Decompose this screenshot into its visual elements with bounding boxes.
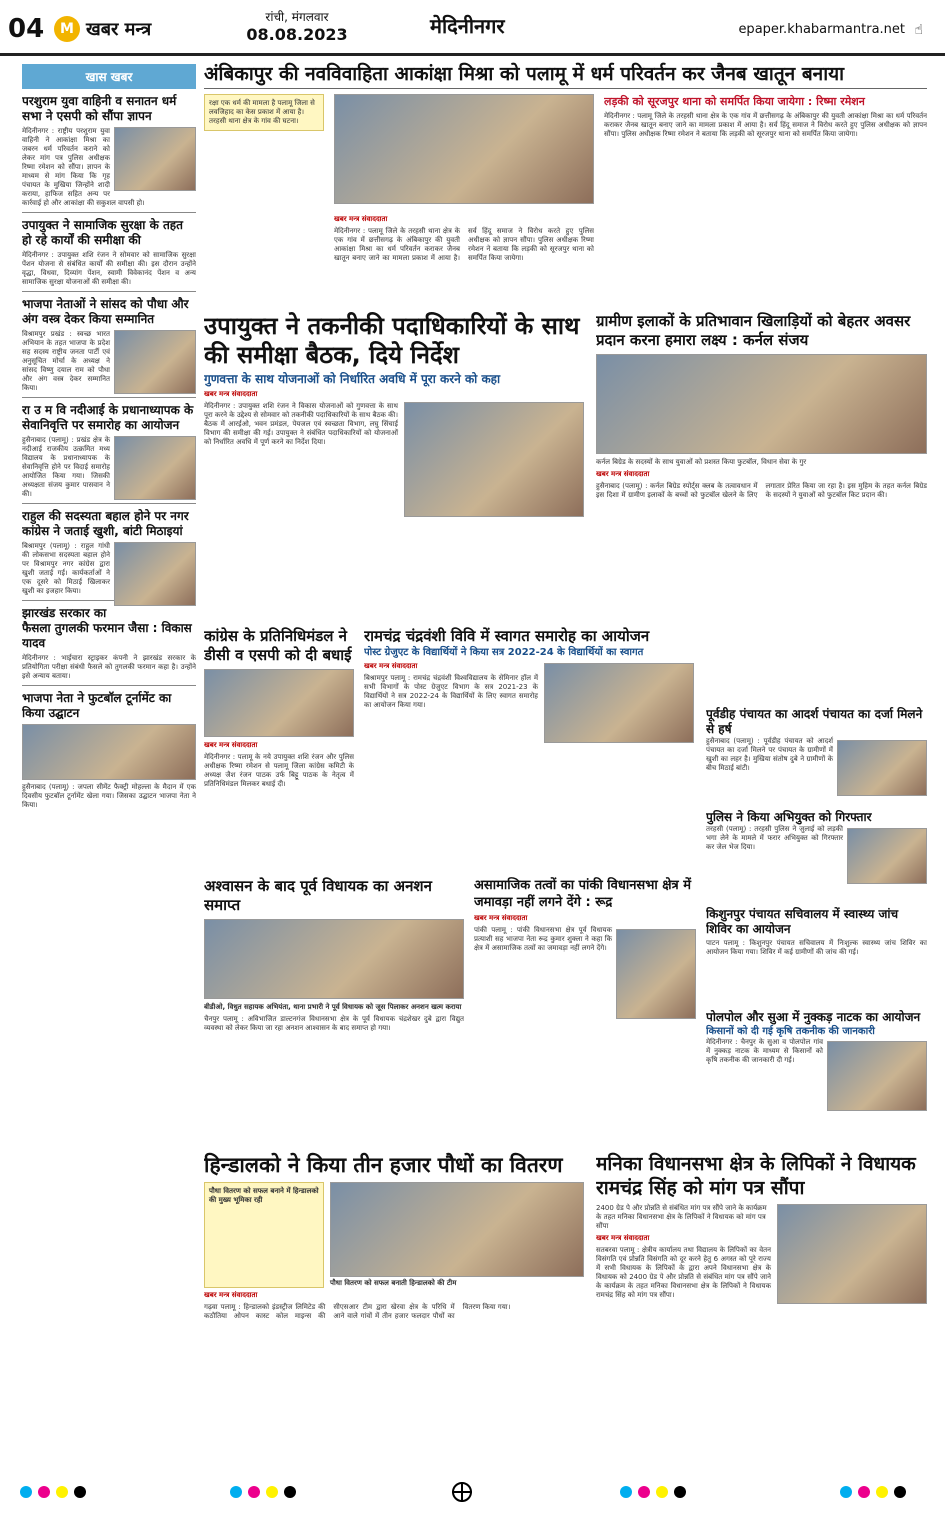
rudra-story — [474, 877, 696, 1142]
hindalco-story — [204, 1152, 584, 1462]
divider — [22, 685, 196, 686]
byline: खबर मन्त्र संवाददाता — [364, 662, 418, 670]
story-photo-wrap — [330, 1182, 584, 1288]
black-dot — [674, 1486, 686, 1498]
epaper-link[interactable]: epaper.khabarmantra.net — [738, 22, 905, 37]
lead-body-left — [334, 212, 594, 287]
manika-story — [596, 1152, 927, 1462]
story-text: गढ़वा पलामू : हिन्डालको इंडस्ट्रीज लिमिटेड की कठौतिया ओपन कास्ट कोल माइन्स की सीएसआर टीम द्वारा खेरवा क्षेत्र के परिधि में आने वाले गांवों में तीन हजार फलदार पौधों का वितरण किया गया। — [204, 1303, 511, 1320]
yellow-dot — [876, 1486, 888, 1498]
story-text: हुसैनाबाद (पलामू) : जपला सीमेंट फैक्ट्री मोहल्ला के मैदान में एक दिवसीय फुटबॉल टूर्नामेंट खेला गया। जिसका उद्घाटन भाजपा नेता ने किया। — [22, 783, 196, 809]
story-photo — [827, 1041, 927, 1111]
story-text: मेदिनीनगर : पलामू के नये उपायुक्त शशि रंजन और पुलिस अधीक्षक रिष्मा रमेशन से पलामू जिला कांग्रेस कमिटी के अध्यक्ष जैश रंजन पाठक उर्फ बिट्टू पाठक के नेतृत्व में प्रतिनिधिमंडल मिलकर बधाई दी। — [204, 753, 354, 788]
byline: खबर मन्त्र संवाददाता — [204, 1291, 258, 1299]
divider — [22, 503, 196, 504]
color-dots-mid-left — [230, 1486, 296, 1498]
yellow-dot — [266, 1486, 278, 1498]
left-column — [22, 64, 196, 1464]
lead-subheadline: लड़की को सूरजपुर थाना को समर्पित किया जायेगा : रिष्मा रमेशन — [604, 95, 865, 108]
story-photo — [114, 330, 196, 394]
story-headline: उपायुक्त ने सामाजिक सुरक्षा के तहत हो रहे कार्यों की समीक्षा की — [22, 218, 184, 247]
story-photo — [114, 542, 196, 606]
color-dots-right — [840, 1486, 906, 1498]
story-photo — [837, 740, 927, 796]
divider — [22, 291, 196, 292]
edition-name: मेदिनीनगर — [430, 14, 505, 38]
story-headline: भाजपा नेता ने फुटबॉल टूर्नामेंट का किया उद्घाटन — [22, 691, 172, 720]
story-text: हुसैनाबाद (पलामू) : पूर्वडीह पंचायत को आदर्श पंचायत का दर्जा मिलने पर पंचायत के ग्रामीणों में खुशी का लहर है। मुखिया संतोष दुबे ने ग्रामीणों के बीच मिठाई बांटी। — [706, 737, 833, 772]
story-subheadline: पोस्ट ग्रेजुएट के विद्यार्थियों ने किया सत्र 2022-24 के विद्यार्थियों का स्वागत — [364, 647, 644, 658]
story-text: मेदिनीनगर : भाईचारा स्ट्राइकर कंपनी ने झारखंड सरकार के प्रतियोगिता परीक्षा संबंधी फैसले को तुगलकी फरमान कहा है। उन्होंने इसे अन्याय बताया। — [22, 654, 196, 680]
story-photo — [544, 663, 694, 743]
story-top — [204, 1182, 584, 1288]
story-text: हुसैनाबाद (पलामू) : प्रखंड क्षेत्र के नदीआई राजकीय उत्क्रमित मध्य विद्यालय के प्रधानाध्यापक के सेवानिवृत्ति होने पर विदाई समारोह आयोजित किया गया। जिसकी अध्यक्षता संजय कुमार पासवान ने की। — [22, 436, 110, 498]
page-number: 04 — [8, 14, 45, 44]
story-text: बिश्रामपुर पलामू : रामचंद्र चंद्रवंशी विश्वविद्यालय के सेमिनार हॉल में सभी विभागों के पोस्ट ग्रेजुएट विभाग के सत्र 2021-23 के विद्यार्थियों ने सत्र 2022-24 के विद्यार्थियों के लिए स्वागत समारोह का आयोजन किया गया। — [364, 674, 538, 709]
byline: खबर मन्त्र संवाददाता — [596, 470, 650, 478]
story-photo — [616, 929, 696, 1019]
story-headline: किशुनपुर पंचायत सचिवालय में स्वास्थ्य जांच शिविर का आयोजन — [706, 907, 899, 936]
photo-caption: 2400 ग्रेड पे और प्रोन्नति से संबंधित मांग पत्र सौंपे जाने के कार्यक्रम के तहत मनिका विधानसभा क्षेत्र के लिपिकों ने विधायक को मांग पत्र सौंपा — [596, 1204, 767, 1230]
story-text: मेदिनीनगर : उपायुक्त शशि रंजन ने विकास योजनाओं को गुणवत्ता के साथ पूरा करने के उद्देश्य से सोमवार को तकनीकी पदाधिकारियों के साथ बैठक की। बैठक में आरईओ, भवन प्रमंडल, पेयजल एवं स्वच्छता विभाग, लघु सिंचाई विभाग की समीक्षा की गई। उपायुक्त ने संबंधित पदाधिकारियों को योजनाओं को निर्धारित अवधि में पूर्ण करने का निर्देश दिया। — [204, 402, 398, 446]
cyan-dot — [840, 1486, 852, 1498]
story-headline: झारखंड सरकार का फैसला तुगलकी फरमान जैसा : विकास यादव — [22, 606, 192, 650]
cyan-dot — [20, 1486, 32, 1498]
lead-caption: रक्षा एक धर्म की मामला है पलामू जिला से लवजिहाद का केस प्रकाश में आया है। तरहसी थाना क्षेत्र के गांव की घटना। — [204, 94, 324, 131]
color-dots-left — [20, 1486, 86, 1498]
story-photo — [330, 1182, 584, 1277]
black-dot — [284, 1486, 296, 1498]
story-photo — [596, 354, 927, 454]
health-camp-story — [706, 907, 927, 1002]
story-headline: परशुराम युवा वाहिनी व सनातन धर्म सभा ने एसपी को सौंपा ज्ञापन — [22, 94, 177, 123]
story-subheadline: गुणवत्ता के साथ योजनाओं को निर्धारित अवधि में पूरा करने को कहा — [204, 372, 501, 386]
divider — [22, 212, 196, 213]
fast-story — [204, 877, 464, 1142]
story-photo — [114, 436, 196, 500]
story-headline: पुलिस ने किया अभियुक्त को गिरफ्तार — [706, 810, 872, 824]
story-photo — [777, 1204, 927, 1304]
story-text: मेदिनीनगर : चैनपुर के सुआ व पोलपोल गांव में नुक्कड़ नाटक के माध्यम से किसानों को कृषि तकनीक की जानकारी दी गई। — [706, 1038, 823, 1064]
lead-story — [204, 62, 927, 292]
story-headline: रा उ म वि नदीआई के प्रधानाध्यापक के सेवानिवृत्ति पर समारोह का आयोजन — [22, 403, 194, 432]
congress-story — [204, 627, 354, 857]
story-photo — [22, 724, 196, 780]
arrest-story — [706, 810, 927, 900]
story-headline: अश्वासन के बाद पूर्व विधायक का अनशन समाप्त — [204, 877, 432, 914]
story-text: बिश्रामपुर (पलामू) : राहुल गांधी की लोकसभा सदस्यता बहाल होने पर विश्रामपुर नगर कांग्रेस द्वारा खुशी जताई गई। कार्यकर्ताओं ने एक दूसरे को मिठाई खिलाकर खुशी का इजहार किया। — [22, 542, 110, 595]
magenta-dot — [858, 1486, 870, 1498]
story-caption: पौधा वितरण को सफल बनाने में हिन्डालको की मुख्य भूमिका रही — [204, 1182, 324, 1288]
lead-photo — [334, 94, 594, 204]
section-header: खास खबर — [22, 64, 196, 89]
story-subheadline: किसानों को दी गई कृषि तकनीक की जानकारी — [706, 1026, 875, 1037]
main-area — [204, 62, 927, 1467]
byline: खबर मन्त्र संवाददाता — [474, 914, 528, 922]
byline: खबर मन्त्र संवाददाता — [204, 390, 258, 398]
story-photo — [404, 402, 584, 517]
magenta-dot — [248, 1486, 260, 1498]
registration-mark-icon — [452, 1482, 472, 1502]
photo-caption: कर्नल बिग्रेड के सदस्यों के साथ युवाओं को प्रशस्त किया फुटबॉल, विधान सेवा के गुर — [596, 458, 807, 466]
story-headline: ग्रामीण इलाकों के प्रतिभावान खिलाड़ियों को बेहतर अवसर प्रदान करना हमारा लक्ष्य : कर्नल संजय — [596, 312, 911, 349]
lead-text-cont: मेदिनीनगर : पलामू जिले के तरहसी थाना क्षेत्र के एक गांव में छत्तीसगढ़ के अंबिकापुर की युवती आकांक्षा मिश्रा का धर्म परिवर्तन कराकर जैनब खातून बनाए जाने का मामला प्रकाश में आया है। सर्व हिंदू समाज ने विरोध करते हुए पुलिस अधीक्षक को ज्ञापन सौंपा। पुलिस अधीक्षक रिष्मा रमेशन ने बताया कि लड़की को सूरजपुर थाना को समर्पित किया जायेगा। — [334, 227, 594, 262]
lead-body — [604, 94, 927, 284]
brand-logo-icon: M — [54, 16, 80, 42]
university-story — [364, 627, 694, 867]
divider — [22, 397, 196, 398]
story-headline: उपायुक्त ने तकनीकी पदाधिकारियों के साथ की समीक्षा बैठक, दिये निर्देश — [204, 312, 580, 369]
story-photo — [847, 828, 927, 884]
panchayat-story — [706, 707, 927, 802]
byline: खबर मन्त्र संवाददाता — [204, 741, 258, 749]
byline: खबर मन्त्र संवाददाता — [334, 215, 388, 223]
dateline — [242, 8, 352, 44]
story-headline: भाजपा नेताओं ने सांसद को पौधा और अंग वस्त्र देकर किया सम्मानित — [22, 297, 189, 326]
cyan-dot — [230, 1486, 242, 1498]
story-text: हुसैनाबाद (पलामू) : कर्नल बिग्रेड स्पोर्ट्स क्लब के तत्वावधान में इस दिशा में ग्रामीण इलाकों के बच्चों को फुटबॉल खेलने के लिए लगातार प्रेरित किया जा रहा है। इस मुहिम के तहत कर्नल बिग्रेड के सदस्यों ने युवाओं को फुटबॉल किट प्रदान की। — [596, 482, 927, 499]
brand — [54, 16, 151, 42]
story-text: पांकी पलामू : पांकी विधानसभा क्षेत्र पूर्व विधायक प्रत्याशी सह भाजपा नेता रूद्र कुमार शुक्ला ने कहा कि क्षेत्र में असामाजिक तत्वों का जमावड़ा नहीं लगने देंगे। — [474, 926, 612, 952]
magenta-dot — [38, 1486, 50, 1498]
story-text: तरहसी (पलामू) : तरहसी पुलिस ने जुलाई को लड़की भगा लेने के मामले में फरार अभियुक्त को गिरफ्तार कर जेल भेज दिया। — [706, 825, 843, 851]
lead-sidebar — [204, 94, 324, 284]
story-headline: रामचंद्र चंद्रवंशी विवि में स्वागत समारोह का आयोजन — [364, 627, 650, 645]
story-photo — [204, 919, 464, 999]
color-dots-mid-right — [620, 1486, 686, 1498]
dc-review-story — [204, 312, 584, 617]
cyan-dot — [620, 1486, 632, 1498]
lead-text: मेदिनीनगर : पलामू जिले के तरहसी थाना क्षेत्र के एक गांव में छत्तीसगढ़ के अंबिकापुर की युवती आकांक्षा मिश्रा का धर्म परिवर्तन कराकर जैनब खातून बनाए जाने का मामला प्रकाश में आया है। सर्व हिंदू समाज ने विरोध करते हुए पुलिस अधीक्षक को ज्ञापन सौंपा। पुलिस अधीक्षक रिष्मा रमेशन ने बताया कि लड़की को सूरजपुर थाना को समर्पित किया जायेगा। — [604, 112, 927, 138]
yellow-dot — [656, 1486, 668, 1498]
hand-cursor-icon: ☝ — [914, 22, 923, 38]
city-day: रांची, मंगलवार — [265, 10, 329, 24]
drama-story — [706, 1010, 927, 1145]
photo-caption: पौधा वितरण को सफल बनाती हिन्डालको की टीम — [330, 1279, 457, 1287]
story-headline: पोलपोल और सुआ में नुक्कड़ नाटक का आयोजन — [706, 1010, 921, 1024]
story-photo — [114, 127, 196, 191]
story-text: चैनपुर पलामू : अविभाजित डाल्टनगंज विधानसभा क्षेत्र के पूर्व विधायक चंद्रशेखर दुबे द्वारा विद्युत व्यवस्था को लेकर किया जा रहा अनशन आश्वासन के बाद समाप्त हो गया। — [204, 1015, 464, 1032]
story-text: पाटन पलामू : किशुनपुर पंचायत सचिवालय में निःशुल्क स्वास्थ्य जांच शिविर का आयोजन किया गया। शिविर में कई ग्रामीणों की जांच की गई। — [706, 939, 927, 956]
magenta-dot — [638, 1486, 650, 1498]
photo-caption: बीडीओ, विधुत सहायक अभियंता, थाना प्रभारी ने पूर्व विधायक को जूस पिलाकर अनशन खत्म कराया — [204, 1003, 462, 1011]
story-headline: राहुल की सदस्यता बहाल होने पर नगर कांग्रेस ने जताई खुशी, बांटी मिठाइयां — [22, 509, 189, 538]
yellow-dot — [56, 1486, 68, 1498]
masthead — [0, 0, 945, 56]
story-headline: मनिका विधानसभा क्षेत्र के लिपिकों ने विधायक रामचंद्र सिंह को मांग पत्र सौंपा — [596, 1153, 916, 1199]
story-headline: कांग्रेस के प्रतिनिधिमंडल ने डीसी व एसपी को दी बधाई — [204, 627, 352, 664]
story-text: विश्रामपुर प्रखंड : स्वच्छ भारत अभियान के तहत भाजपा के प्रदेश सह सदस्य राष्ट्रीय जनता पार्टी एवं अनुसूचित मोर्चा के अध्यक्ष ने सांसद विष्णु दयाल राम को पौधा और अंग वस्त्र देकर सम्मानित किया। — [22, 330, 110, 392]
black-dot — [894, 1486, 906, 1498]
brand-name: खबर मन्त्र — [86, 19, 152, 40]
story-text: मेदिनीनगर : उपायुक्त शशि रंजन ने सोमवार को सामाजिक सुरक्षा पेंशन योजना से संबंधित कार्यों की समीक्षा की। इस दौरान उन्होंने वृद्धा, विधवा, दिव्यांग पेंशन, स्वामी विवेकानंद पेंशन व अन्य सामाजिक सुरक्षा योजनाओं की समीक्षा की। — [22, 251, 196, 286]
story-headline: असामाजिक तत्वों का पांकी विधानसभा क्षेत्र में जमावड़ा नहीं लगने देंगे : रूद्र — [474, 878, 692, 910]
byline: खबर मन्त्र संवाददाता — [596, 1234, 650, 1242]
date: 08.08.2023 — [246, 25, 348, 44]
story-text: मेदिनीनगर : राष्ट्रीय परशुराम युवा वाहिनी ने आकांक्षा मिश्रा का जबरन धर्म परिवर्तन कराने को लेकर मांग पत्र पुलिस अधीक्षक रिष्मा रमेशन को सौंपा। ज्ञापन के माध्यम से मांग किया कि गृह पंचायत के मुखिया जिन्होंने शादी कराया, हाफिज सहित अन्य पर कार्रवाई हो और आकांक्षा की सकुशल वापसी हो। — [22, 127, 145, 207]
print-registration-bar — [0, 1476, 945, 1510]
lead-headline: अंबिकापुर की नवविवाहिता आकांक्षा मिश्रा को पलामू में धर्म परिवर्तन कर जैनब खातून बनाया — [204, 62, 927, 89]
story-headline: हिन्डालको ने किया तीन हजार पौधों का वितरण — [204, 1153, 563, 1177]
story-photo — [204, 669, 354, 737]
story-text: सतबरवा पलामू : क्षेत्रीय कार्यालय तथा विद्यालय के लिपिकों का वेतन विसंगति एवं प्रोन्नति विसंगति को दूर करने हेतु 6 अगस्त को पूरे राज्य में सभी विधायक के लिपिकों के द्वारा अपने विधानसभा क्षेत्र के विधायक को 2400 ग्रेड पे और प्रोन्नति से संबंधित मांग पत्र सौंपे जाने के कार्यक्रम के तहत मनिका विधानसभा क्षेत्र के लिपिकों ने विधायक रामचंद्र सिंह को मांग पत्र सौंपा। — [596, 1246, 771, 1299]
story-headline: पूर्वडीह पंचायत का आदर्श पंचायत का दर्जा मिलने से हर्ष — [706, 707, 923, 736]
black-dot — [74, 1486, 86, 1498]
